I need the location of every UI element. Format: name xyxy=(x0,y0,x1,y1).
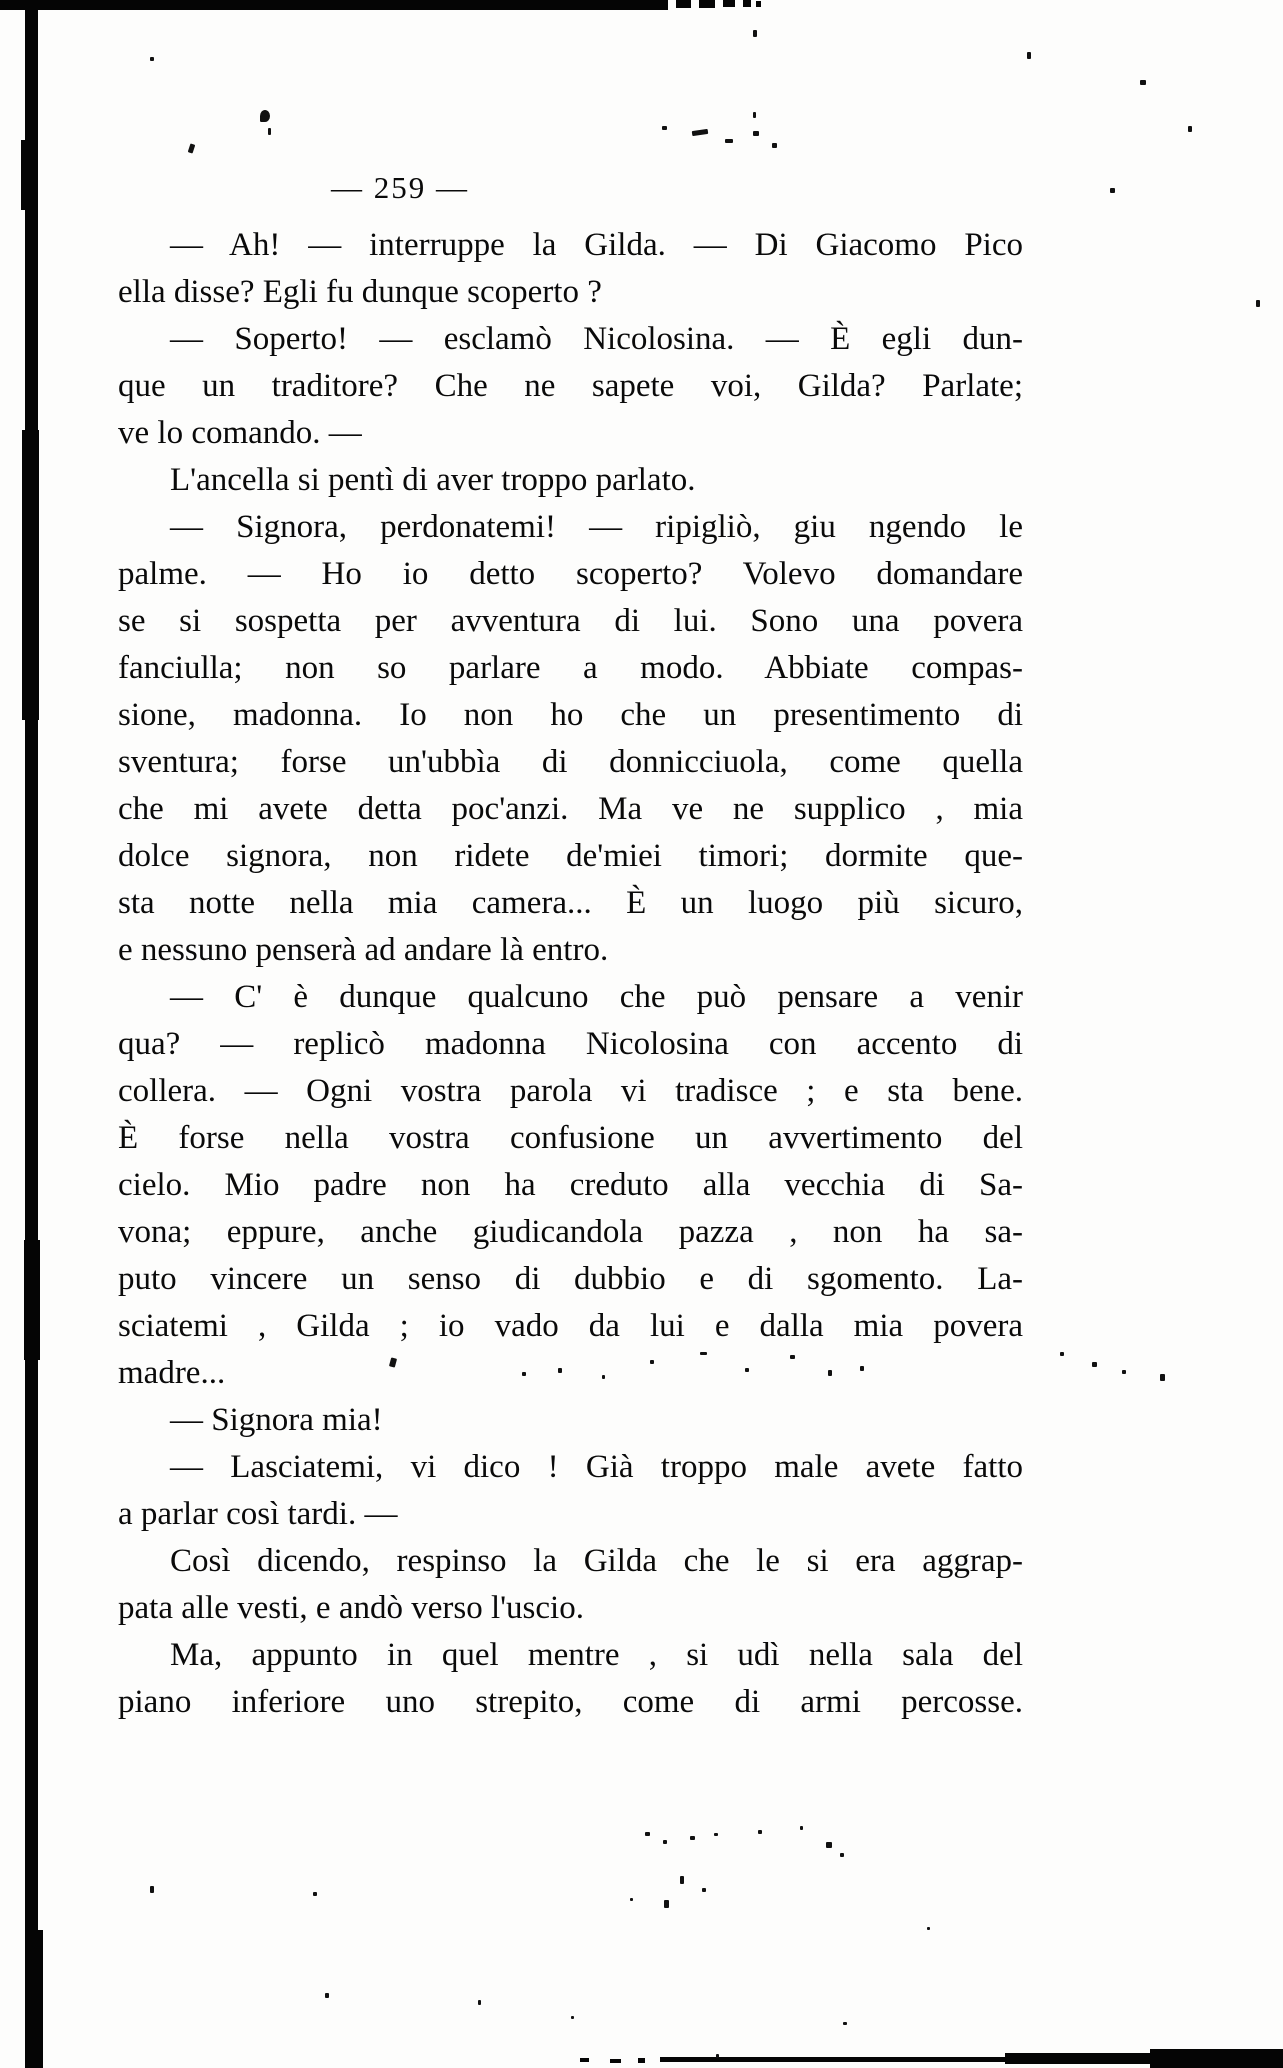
scan-speck xyxy=(1188,126,1192,132)
scan-speck xyxy=(1060,1352,1064,1356)
scan-speck xyxy=(758,1830,762,1834)
scan-speck xyxy=(1140,80,1146,85)
scan-speck xyxy=(150,1886,154,1893)
scan-speck xyxy=(630,1898,633,1901)
scan-speck xyxy=(1160,1374,1165,1381)
text-line: — Signora, perdonatemi! — ripigliò, giu ngendo le xyxy=(170,509,1023,545)
text-line: se si sospetta per avventura di lui. Sono una povera xyxy=(118,603,1023,639)
text-line: qua? — replicò madonna Nicolosina con accento di xyxy=(118,1026,1023,1062)
text-line: Così dicendo, respinso la Gilda che le si era aggrap- xyxy=(170,1543,1023,1579)
bottom-edge-scan-bar xyxy=(660,2057,1010,2062)
scan-speck xyxy=(714,1833,718,1836)
scan-speck xyxy=(700,1352,707,1355)
scan-speck xyxy=(645,1832,650,1836)
body-text xyxy=(118,222,1023,1726)
scan-speck xyxy=(680,1876,684,1884)
left-edge-scan-bar xyxy=(25,0,38,2068)
text-line: che mi avete detta poc'anzi. Ma ve ne supplico , mia xyxy=(118,791,1023,827)
page-number: — 259 — xyxy=(331,170,469,205)
scan-speck xyxy=(753,131,759,136)
text-line: puto vincere un senso di dubbio e di sgomento. La- xyxy=(118,1261,1023,1297)
scan-speck xyxy=(325,1993,329,1998)
text-line: madre... xyxy=(118,1355,226,1391)
left-edge-scan-bar-thick xyxy=(24,1240,40,1360)
scan-speck xyxy=(772,143,777,148)
scan-speck xyxy=(725,139,733,143)
text-line: ve lo comando. — xyxy=(118,415,362,451)
scan-speck xyxy=(188,143,196,153)
scan-speck xyxy=(268,128,271,135)
scan-speck xyxy=(478,2000,481,2005)
scan-speck xyxy=(840,1853,844,1857)
text-line: È forse nella vostra confusione un avvertimento del xyxy=(118,1120,1023,1156)
text-line: sciatemi , Gilda ; io vado da lui e dalla mia povera xyxy=(118,1308,1023,1344)
scan-speck xyxy=(860,1366,864,1371)
text-line: e nessuno penserà ad andare là entro. xyxy=(118,932,609,968)
scan-speck xyxy=(1122,1370,1126,1374)
text-line: ella disse? Egli fu dunque scoperto ? xyxy=(118,274,602,310)
text-line: palme. — Ho io detto scoperto? Volevo domandare xyxy=(118,556,1023,592)
text-line: — Ah! — interruppe la Gilda. — Di Giacomo Pico xyxy=(170,227,1023,263)
text-line: vona; eppure, anche giudicandola pazza , non ha sa- xyxy=(118,1214,1023,1250)
bottom-edge-scan-dash xyxy=(580,2058,589,2062)
scan-speck xyxy=(558,1368,562,1373)
scan-speck xyxy=(828,1370,832,1376)
scan-speck xyxy=(1110,188,1115,193)
scan-speck xyxy=(1092,1362,1097,1367)
scan-speck xyxy=(571,2016,574,2019)
text-line: collera. — Ogni vostra parola vi tradisce ; e sta bene. xyxy=(118,1073,1023,1109)
scan-speck xyxy=(663,1840,667,1844)
text-line: sventura; forse un'ubbìa di donnicciuola, come quella xyxy=(118,744,1023,780)
scan-speck xyxy=(650,1360,654,1364)
top-edge-scan-dash xyxy=(756,1,761,7)
scan-speck xyxy=(662,126,667,130)
scan-speck xyxy=(664,1900,669,1908)
scan-speck xyxy=(690,1836,695,1840)
text-line: — Signora mia! xyxy=(170,1402,383,1438)
scan-speck xyxy=(692,129,709,136)
top-edge-scan-dash xyxy=(676,0,691,8)
scan-speck xyxy=(843,2022,847,2025)
bottom-edge-scan-dash xyxy=(610,2059,621,2063)
left-edge-scan-bar-thick xyxy=(27,1930,43,2068)
scan-speck xyxy=(1027,52,1031,59)
scan-speck xyxy=(753,112,756,118)
top-edge-scan-bar xyxy=(0,0,668,10)
scan-speck xyxy=(826,1842,832,1848)
text-line: dolce signora, non ridete de'miei timori; dormite que- xyxy=(118,838,1023,874)
text-line: — Lasciatemi, vi dico ! Già troppo male avete fatto xyxy=(170,1449,1023,1485)
scan-speck xyxy=(313,1892,317,1896)
top-edge-scan-dash xyxy=(699,0,715,8)
text-line: que un traditore? Che ne sapete voi, Gilda? Parlate; xyxy=(118,368,1023,404)
scan-speck xyxy=(800,1826,803,1830)
text-line: fanciulla; non so parlare a modo. Abbiate compas- xyxy=(118,650,1023,686)
text-line: piano inferiore uno strepito, come di armi percosse. xyxy=(118,1684,1023,1720)
scan-speck xyxy=(702,1888,706,1892)
bottom-edge-scan-dash xyxy=(638,2058,645,2063)
scan-speck xyxy=(790,1355,795,1359)
text-line: cielo. Mio padre non ha creduto alla vecchia di Sa- xyxy=(118,1167,1023,1203)
scan-speck xyxy=(522,1372,526,1376)
text-line: sione, madonna. Io non ho che un presentimento di xyxy=(118,697,1023,733)
scan-speck xyxy=(602,1375,605,1379)
scan-speck xyxy=(716,2054,719,2058)
left-edge-scan-bar-thick xyxy=(22,430,39,720)
left-edge-scan-bar-thick xyxy=(21,140,37,210)
text-line: sta notte nella mia camera... È un luogo più sicuro, xyxy=(118,885,1023,921)
scan-speck xyxy=(150,57,154,61)
text-line: — Soperto! — esclamò Nicolosina. — È egli dun- xyxy=(170,321,1023,357)
text-line: pata alle vesti, e andò verso l'uscio. xyxy=(118,1590,584,1626)
top-edge-scan-dash xyxy=(723,0,735,7)
scan-speck xyxy=(1256,300,1260,307)
text-line: L'ancella si pentì di aver troppo parlato. xyxy=(170,462,696,498)
scan-speck xyxy=(260,110,270,122)
top-edge-scan-dash xyxy=(743,0,751,7)
scan-speck xyxy=(745,1368,749,1372)
bottom-edge-scan-bar xyxy=(1150,2049,1283,2068)
text-line: Ma, appunto in quel mentre , si udì nella sala del xyxy=(170,1637,1023,1673)
scan-speck xyxy=(927,1927,930,1930)
scan-speck xyxy=(753,30,757,37)
text-line: a parlar così tardi. — xyxy=(118,1496,398,1532)
text-line: — C' è dunque qualcuno che può pensare a venir xyxy=(170,979,1023,1015)
